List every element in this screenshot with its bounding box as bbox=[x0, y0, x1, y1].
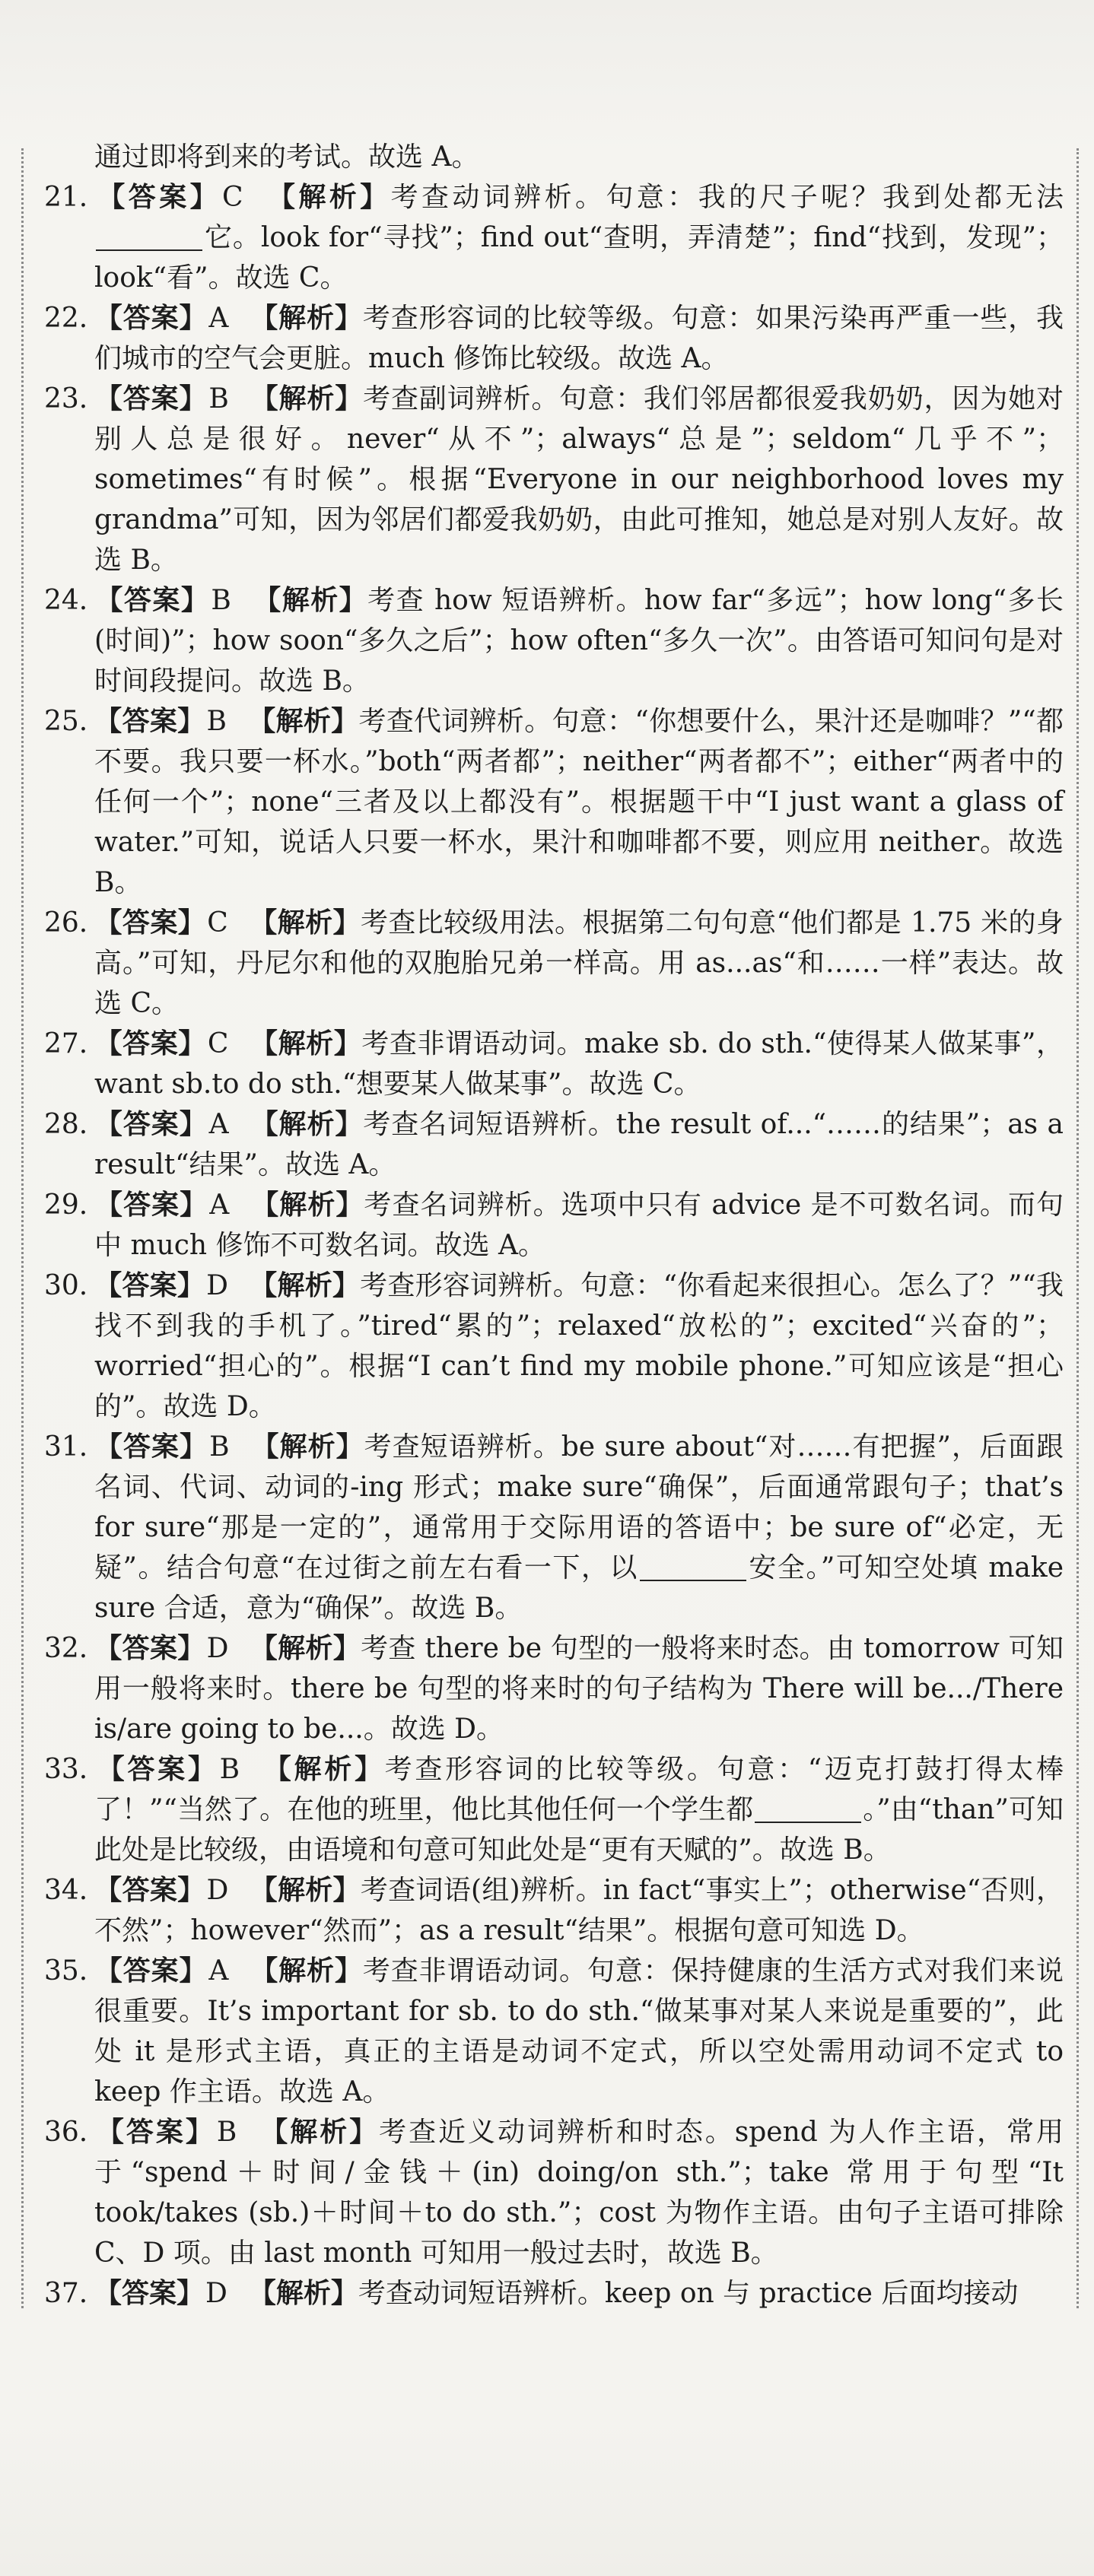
analysis-text: 考查 how 短语辨析。how far“多远”；how long“多长(时间)”；how soon“多久之后”；how often“多久一次”。由答语可知问句是对时间段提问。故选 B。 bbox=[94, 585, 1064, 697]
answer-item-27 bbox=[44, 1024, 1064, 1104]
answer-label: 【答案】 bbox=[94, 1875, 205, 1906]
analysis-text-cont: 它。look for“寻找”；find out“查明，弄清楚”；find“找到，发现”；look“看”。故选 C。 bbox=[94, 222, 1064, 294]
item-number: 21. bbox=[44, 182, 88, 213]
analysis-label: 【解析】 bbox=[250, 1955, 363, 1987]
analysis-text: 考查形容词的比较等级。句意：“迈克打鼓打得太棒了！”“当然了。在他的班里，他比其他任何一个学生都 bbox=[94, 1754, 1064, 1825]
answer-item-37 bbox=[44, 2273, 1064, 2314]
analysis-text: 考查副词辨析。句意：我们邻居都很爱我奶奶，因为她对别人总是很好。never“从不”；always“总是”；seldom“几乎不”；sometimes“有时候”。根据“Everyone in our neighborhood loves my grandma”可知，因为邻居们都爱我奶奶，由此可推知，她总是对别人友好。故选 B。 bbox=[94, 383, 1064, 576]
analysis-text: 考查代词辨析。句意：“你想要什么，果汁还是咖啡？”“都不要。我只要一杯水。”both“两者都”；neither“两者都不”；either“两者中的任何一个”；none“三者及以上都没有”。根据题干中“I just want a glass of water.”可知，说话人只要一杯水，果汁和咖啡都不要，则应用 neither。故选 B。 bbox=[94, 706, 1064, 898]
analysis-text-cont: 安全。”可知空处填 make sure 合适，意为“确保”。故选 B。 bbox=[94, 1552, 1064, 1624]
analysis-text-cont: 。”由“than”可知此处是比较级，由语境和句意可知此处是“更有天赋的”。故选 B。 bbox=[94, 1794, 1064, 1866]
answer-label: 【答案】 bbox=[94, 1431, 208, 1463]
answer-label: 【答案】 bbox=[94, 907, 206, 939]
answer-letter: B bbox=[206, 706, 227, 737]
analysis-text: 考查形容词的比较等级。句意：如果污染再严重一些，我们城市的空气会更脏。much 修饰比较级。故选 A。 bbox=[94, 303, 1064, 374]
answer-label: 【答案】 bbox=[94, 2117, 215, 2148]
analysis-label: 【解析】 bbox=[250, 1190, 364, 1221]
answer-letter: A bbox=[208, 1109, 229, 1140]
item-number: 33. bbox=[44, 1754, 88, 1785]
analysis-label: 【解析】 bbox=[250, 1431, 364, 1463]
item-number: 24. bbox=[44, 585, 88, 616]
answer-label: 【答案】 bbox=[94, 1270, 205, 1301]
answer-item-31 bbox=[44, 1427, 1064, 1628]
answer-letter: B bbox=[209, 1431, 230, 1463]
analysis-text: 考查非谓语动词。make sb. do sth.“使得某人做某事”，want sb.to do sth.“想要某人做某事”。故选 C。 bbox=[94, 1028, 1064, 1100]
answer-letter: B bbox=[216, 2117, 237, 2148]
answer-letter: A bbox=[209, 1190, 230, 1221]
analysis-text: 考查动词辨析。句意：我的尺子呢？我到处都无法 bbox=[390, 182, 1064, 213]
analysis-text: 考查短语辨析。be sure about“对……有把握”，后面跟名词、代词、动词的-ing 形式；make sure“确保”，后面通常跟句子；that’s for sure“那是一定的”，通常用于交际用语的答语中；be sure of“必定，无疑”。结合句意“在过街之前左右看一下，以 bbox=[94, 1431, 1064, 1583]
answer-label: 【答案】 bbox=[94, 303, 208, 334]
answer-label: 【答案】 bbox=[94, 182, 221, 213]
answer-label: 【答案】 bbox=[94, 706, 205, 737]
answer-item-21 bbox=[44, 177, 1064, 298]
answer-letter: B bbox=[208, 383, 229, 415]
item-number: 28. bbox=[44, 1109, 88, 1140]
answer-label: 【答案】 bbox=[94, 1109, 208, 1140]
analysis-label: 【解析】 bbox=[250, 383, 364, 415]
answer-letter: B bbox=[211, 585, 231, 616]
answer-content bbox=[44, 137, 1064, 2314]
analysis-label: 【解析】 bbox=[250, 1875, 361, 1906]
answer-item-33 bbox=[44, 1749, 1064, 1870]
analysis-label: 【解析】 bbox=[248, 2278, 358, 2309]
item-number: 37. bbox=[44, 2278, 88, 2309]
answer-letter: C bbox=[207, 907, 228, 939]
analysis-text: 考查 there be 句型的一般将来时态。由 tomorrow 可知用一般将来时。there be 句型的将来时的句子结构为 There will be.../There is/are going to be...。故选 D。 bbox=[94, 1633, 1064, 1745]
answer-item-29 bbox=[44, 1185, 1064, 1266]
answer-item-25 bbox=[44, 701, 1064, 903]
answer-letter: C bbox=[222, 182, 243, 213]
answer-item-28 bbox=[44, 1104, 1064, 1185]
answer-label: 【答案】 bbox=[94, 2278, 205, 2309]
analysis-label: 【解析】 bbox=[252, 585, 368, 616]
analysis-text: 考查动词短语辨析。keep on 与 practice 后面均接动 bbox=[358, 2278, 1019, 2309]
analysis-text: 考查名词短语辨析。the result of...“……的结果”；as a result“结果”。故选 A。 bbox=[94, 1109, 1064, 1180]
item-number: 22. bbox=[44, 303, 88, 334]
answer-item-22 bbox=[44, 298, 1064, 379]
item-number: 27. bbox=[44, 1028, 88, 1059]
item-number: 31. bbox=[44, 1431, 88, 1463]
left-dotted-rule bbox=[21, 148, 24, 2308]
item-number: 29. bbox=[44, 1190, 88, 1221]
analysis-label: 【解析】 bbox=[250, 1270, 361, 1301]
fill-blank bbox=[755, 1794, 861, 1823]
answer-letter: A bbox=[208, 1955, 229, 1987]
item-number: 34. bbox=[44, 1875, 88, 1906]
answer-letter: C bbox=[207, 1028, 229, 1059]
analysis-label: 【解析】 bbox=[247, 706, 359, 737]
answer-letter: A bbox=[208, 303, 229, 334]
analysis-label: 【解析】 bbox=[250, 1633, 361, 1664]
answer-label: 【答案】 bbox=[94, 1190, 208, 1221]
answer-letter: D bbox=[206, 1633, 229, 1664]
item-number: 35. bbox=[44, 1955, 88, 1987]
answer-letter: D bbox=[206, 1875, 229, 1906]
answer-label: 【答案】 bbox=[94, 585, 210, 616]
answer-label: 【答案】 bbox=[94, 1955, 208, 1987]
right-dotted-rule bbox=[1077, 148, 1079, 2308]
answer-label: 【答案】 bbox=[94, 383, 208, 415]
analysis-text: 考查比较级用法。根据第二句句意“他们都是 1.75 米的身高。”可知，丹尼尔和他的双胞胎兄弟一样高。用 as...as“和……一样”表达。故选 C。 bbox=[94, 907, 1064, 1019]
item-number: 23. bbox=[44, 383, 88, 415]
continuation-line: 通过即将到来的考试。故选 A。 bbox=[94, 141, 479, 173]
item-number: 32. bbox=[44, 1633, 88, 1664]
answer-item-30 bbox=[44, 1266, 1064, 1427]
analysis-label: 【解析】 bbox=[249, 907, 361, 939]
fill-blank bbox=[640, 1552, 746, 1581]
answer-item-35 bbox=[44, 1951, 1064, 2112]
analysis-text: 考查词语(组)辨析。in fact“事实上”；otherwise“否则，不然”；however“然而”；as a result“结果”。根据句意可知选 D。 bbox=[94, 1875, 1064, 1946]
analysis-label: 【解析】 bbox=[250, 1028, 362, 1059]
analysis-text: 考查名词辨析。选项中只有 advice 是不可数名词。而句中 much 修饰不可数名词。故选 A。 bbox=[94, 1190, 1064, 1261]
analysis-label: 【解析】 bbox=[250, 303, 363, 334]
answer-item-32 bbox=[44, 1628, 1064, 1749]
answer-letter: D bbox=[206, 1270, 229, 1301]
answer-letter: B bbox=[219, 1754, 240, 1785]
answer-item-34 bbox=[44, 1870, 1064, 1951]
answer-item-26 bbox=[44, 903, 1064, 1024]
answer-item-23 bbox=[44, 379, 1064, 580]
analysis-label: 【解析】 bbox=[261, 1754, 385, 1785]
item-number: 36. bbox=[44, 2117, 88, 2148]
answer-label: 【答案】 bbox=[94, 1633, 205, 1664]
analysis-text: 考查形容词辨析。句意：“你看起来很担心。怎么了？”“我找不到我的手机了。”tired“累的”；relaxed“放松的”；excited“兴奋的”；worried“担心的”。根据“I can’t find my mobile phone.”可知应该是“担心的”。故选 D。 bbox=[94, 1270, 1064, 1422]
answer-item-24 bbox=[44, 580, 1064, 701]
fill-blank bbox=[96, 222, 202, 251]
analysis-label: 【解析】 bbox=[250, 1109, 364, 1140]
analysis-label: 【解析】 bbox=[264, 182, 391, 213]
answer-item-36 bbox=[44, 2112, 1064, 2273]
item-number: 26. bbox=[44, 907, 88, 939]
answer-label: 【答案】 bbox=[94, 1754, 218, 1785]
item-number: 25. bbox=[44, 706, 88, 737]
answer-letter: D bbox=[205, 2278, 227, 2309]
analysis-label: 【解析】 bbox=[258, 2117, 380, 2148]
analysis-text: 考查近义动词辨析和时态。spend 为人作主语，常用于“spend＋时间/金钱＋(in) doing/on sth.”；take 常用于句型“It took/takes (sb.)＋时间＋to do sth.”；cost 为物作主语。由句子主语可排除 C、D 项。由 last month 可知用一般过去时，故选 B。 bbox=[94, 2117, 1064, 2269]
answer-label: 【答案】 bbox=[94, 1028, 206, 1059]
item-number: 30. bbox=[44, 1270, 88, 1301]
analysis-text: 考查非谓语动词。句意：保持健康的生活方式对我们来说很重要。It’s important for sb. to do sth.“做某事对某人来说是重要的”，此处 it 是形式主语，真正的主语是动词不定式，所以空处需用动词不定式 to keep 作主语。故选 A。 bbox=[94, 1955, 1064, 2107]
